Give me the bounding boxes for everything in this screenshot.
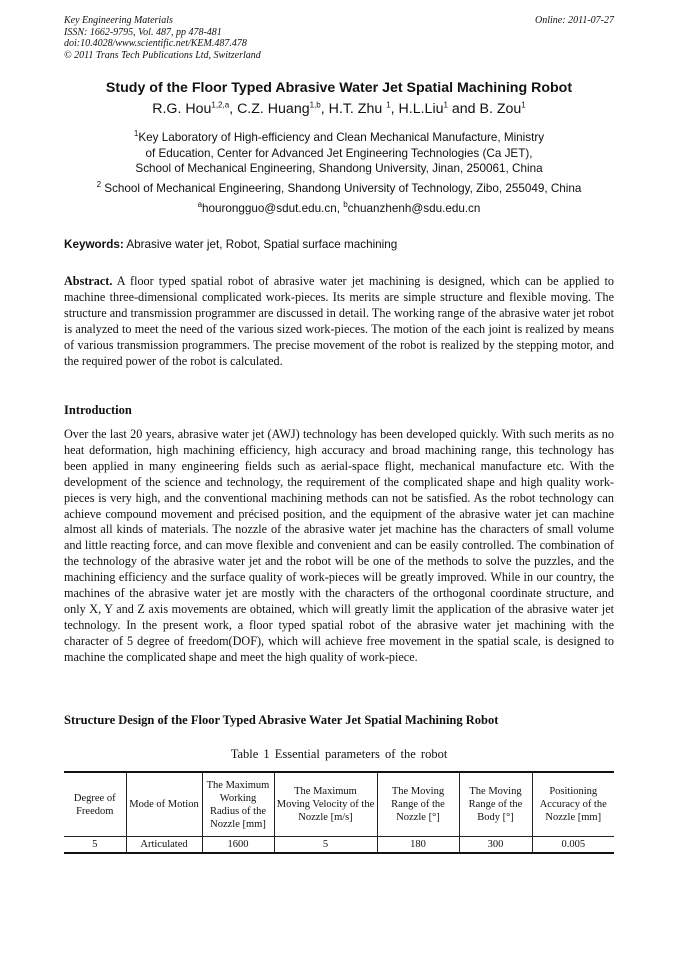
table-header-cell: Positioning Accuracy of the Nozzle [mm] <box>532 772 614 837</box>
table-cell: Articulated <box>126 837 202 854</box>
author-list: R.G. Hou$^{1,2,a}$, C.Z. Huang$^{1,b}$, H.T. Zhu $^1$, H.L.Liu$^1$ and B. Zou$^1$ <box>152 100 526 117</box>
keywords-text: Abrasive water jet, Robot, Spatial surface machining <box>123 238 398 251</box>
keywords <box>64 238 397 251</box>
keywords-label: Keywords: <box>64 238 124 251</box>
author-name: H.L.Liu <box>398 101 444 117</box>
table-header-cell: The Moving Range of the Body [°] <box>459 772 532 837</box>
table-cell: 180 <box>377 837 459 854</box>
affiliation-2: $^2$ School of Mechanical Engineering, Shandong University of Technology, Zibo, 255049, China <box>96 180 582 195</box>
author-name: C.Z. Huang <box>237 101 310 117</box>
author-name: R.G. Hou <box>152 101 212 117</box>
introduction-heading: Introduction <box>64 403 132 417</box>
table-header-row <box>64 772 614 837</box>
author-sup: 1 <box>521 100 526 110</box>
email-link[interactable]: chuanzhenh@sdu.edu.cn <box>347 202 481 215</box>
table-cell: 5 <box>64 837 126 854</box>
table-header-cell: The Maximum Working Radius of the Nozzle [mm] <box>202 772 274 837</box>
abstract-text: A floor typed spatial robot of abrasive water jet machining is designed, which can be applied to machine three-dimensional complicated work-pieces. Its merits are simple structure and flexible moving. The structure and transmission programmer are discussed in detail. The working range of the abrasive water jet robot is analyzed to meet the need of the various sized work-pieces. The motion of the each joint is realized by means of various transmission programmers. The precise movement of the robot is realized by the stepping motor, and the required power of the robot is calculated. <box>64 274 614 368</box>
abstract-label: Abstract. <box>64 274 113 288</box>
journal-header <box>64 15 261 61</box>
author-sup: 1,b <box>309 100 321 110</box>
table-header-cell: Degree of Freedom <box>64 772 126 837</box>
table-header-cell: The Maximum Moving Velocity of the Nozzle [m/s] <box>274 772 377 837</box>
table-cell: 0.005 <box>532 837 614 854</box>
table-row <box>64 837 614 854</box>
paper-title: Study of the Floor Typed Abrasive Water Jet Spatial Machining Robot <box>105 80 573 96</box>
doi-line: doi:10.4028/www.scientific.net/KEM.487.478 <box>64 38 247 49</box>
parameters-table <box>64 771 614 854</box>
author-sup: 1,2,a <box>211 100 230 110</box>
author-name: B. Zou <box>479 101 522 117</box>
structure-heading: Structure Design of the Floor Typed Abrasive Water Jet Spatial Machining Robot <box>64 713 499 727</box>
affiliation-1: $^1$Key Laboratory of High-efficiency and Clean Mechanical Manufacture, Ministry of Education, Center for Advanced Jet Engineering Technologies (Ca JET), School of Mechanical Engineering, Shandong University, Jinan, 250061, China <box>133 129 545 175</box>
table-cell: 1600 <box>202 837 274 854</box>
author-emails: $^a$hourongguo@sdut.edu.cn, $^b$chuanzhenh@sdu.edu.cn <box>197 200 481 215</box>
table-header-cell: Mode of Motion <box>126 772 202 837</box>
author-name: H.T. Zhu <box>328 101 387 117</box>
abstract <box>64 274 614 369</box>
author-sup: 1 <box>443 100 448 110</box>
email-link[interactable]: hourongguo@sdut.edu.cn, <box>202 202 344 215</box>
table-cell: 5 <box>274 837 377 854</box>
online-date: Online: 2011-07-27 <box>535 15 614 26</box>
table-caption: Table 1 Essential parameters of the robot <box>230 747 448 761</box>
issn-line: ISSN: 1662-9795, Vol. 487, pp 478-481 <box>64 26 222 38</box>
table-header-cell: The Moving Range of the Nozzle [°] <box>377 772 459 837</box>
copyright-line: © 2011 Trans Tech Publications Ltd, Switzerland <box>64 49 261 61</box>
journal-name: Key Engineering Materials <box>64 15 173 26</box>
table-cell: 300 <box>459 837 532 854</box>
author-sup: 1 <box>386 100 391 110</box>
introduction-text: Over the last 20 years, abrasive water jet (AWJ) technology has been developed quickly. With such merits as no heat deformation, high machining efficiency, high accuracy and broad machining range, this technology has been applied in many engineering fields such as aerial-space flight, mechanical manufacture etc. With the development of the science and technology, the requirement of the complicated shape and high quality work-pieces is very high, and the conventional machining methods can not be satisfied. As the robot technology can achieve compound movement and précised position, and the equipment of the abrasive water jet can machine almost all kinds of materials. The nozzle of the abrasive water jet machine has the characters of small volume and little reacting force, and can move flexible and convenient and can be easily controlled. The combination of the technology of the abrasive water jet and the robot will be one of the methods to solve the puzzles, and the machining efficiency and the surface quality of work-pieces will be greatly improved. While in our country, the machines of the abrasive water jet are mostly with the characters of the orthogonal coordinate structure, and only X, Y and Z axis movements are obtained, which will greatly limit the application of the abrasive water jet technology. In the present work, a floor typed spatial robot of the abrasive water jet machining with the character of 5 degree of freedom(DOF), which will achieve free movement in the spatial scale, is designed to machine the complicated shape and meet the high quality of work-piece. <box>64 427 614 664</box>
